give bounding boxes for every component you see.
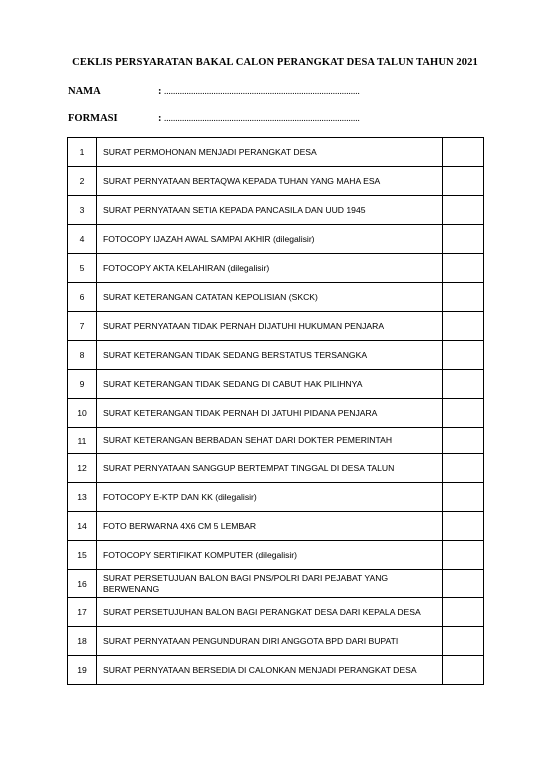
checkbox-cell[interactable] [443,138,484,167]
requirement-number: 19 [68,656,97,685]
requirement-text: SURAT PERNYATAAN SETIA KEPADA PANCASILA DAN UUD 1945 [97,196,443,225]
checkbox-cell[interactable] [443,399,484,428]
requirement-number: 10 [68,399,97,428]
requirement-row [68,598,484,627]
requirement-number: 11 [68,428,97,454]
nama-label: NAMA [68,86,101,97]
checkbox-cell[interactable] [443,598,484,627]
requirement-row [68,512,484,541]
requirement-row [68,341,484,370]
requirement-text: SURAT PERSETUJUHAN BALON BAGI PERANGKAT DESA DARI KEPALA DESA [97,598,443,627]
formasi-colon: : [158,113,162,124]
formasi-field[interactable] [68,113,360,124]
checkbox-cell[interactable] [443,341,484,370]
checkbox-cell[interactable] [443,541,484,570]
checkbox-cell[interactable] [443,454,484,483]
requirement-row [68,399,484,428]
requirement-text: SURAT KETERANGAN TIDAK SEDANG DI CABUT HAK PILIHNYA [97,370,443,399]
requirement-text: SURAT PERMOHONAN MENJADI PERANGKAT DESA [97,138,443,167]
requirement-number: 5 [68,254,97,283]
requirement-text: SURAT PERNYATAAN BERSEDIA DI CALONKAN MENJADI PERANGKAT DESA [97,656,443,685]
requirements-body [68,138,484,685]
requirement-row [68,312,484,341]
requirement-text: FOTOCOPY AKTA KELAHIRAN (dilegalisir) [97,254,443,283]
requirement-number: 8 [68,341,97,370]
requirement-text: SURAT KETERANGAN TIDAK PERNAH DI JATUHI PIDANA PENJARA [97,399,443,428]
requirement-text: FOTO BERWARNA 4X6 CM 5 LEMBAR [97,512,443,541]
nama-colon: : [158,86,162,97]
requirement-text: SURAT PERNYATAAN SANGGUP BERTEMPAT TINGGAL DI DESA TALUN [97,454,443,483]
requirement-row [68,541,484,570]
requirement-row [68,483,484,512]
nama-field[interactable] [68,86,360,97]
requirement-number: 17 [68,598,97,627]
requirement-text: FOTOCOPY SERTIFIKAT KOMPUTER (dilegalisir) [97,541,443,570]
requirement-text: FOTOCOPY E-KTP DAN KK (dilegalisir) [97,483,443,512]
requirement-text: SURAT PERSETUJUAN BALON BAGI PNS/POLRI DARI PEJABAT YANG BERWENANG [97,570,443,598]
requirement-text: SURAT PERNYATAAN BERTAQWA KEPADA TUHAN YANG MAHA ESA [97,167,443,196]
requirement-number: 3 [68,196,97,225]
nama-value: ....................................................................................... [164,86,360,96]
requirement-number: 6 [68,283,97,312]
requirement-text: SURAT KETERANGAN BERBADAN SEHAT DARI DOKTER PEMERINTAH [97,428,443,454]
requirement-number: 7 [68,312,97,341]
formasi-label: FORMASI [68,113,118,124]
checkbox-cell[interactable] [443,283,484,312]
requirement-number: 12 [68,454,97,483]
requirement-row [68,225,484,254]
requirement-number: 15 [68,541,97,570]
checkbox-cell[interactable] [443,370,484,399]
requirement-text: SURAT KETERANGAN TIDAK SEDANG BERSTATUS TERSANGKA [97,341,443,370]
requirement-number: 2 [68,167,97,196]
checkbox-cell[interactable] [443,196,484,225]
checkbox-cell[interactable] [443,225,484,254]
requirements-table [67,137,484,685]
requirement-text: SURAT KETERANGAN CATATAN KEPOLISIAN (SKCK) [97,283,443,312]
requirement-number: 16 [68,570,97,598]
document-title: CEKLIS PERSYARATAN BAKAL CALON PERANGKAT DESA TALUN TAHUN 2021 [72,57,478,68]
checkbox-cell[interactable] [443,483,484,512]
checkbox-cell[interactable] [443,167,484,196]
checkbox-cell[interactable] [443,428,484,454]
checkbox-cell[interactable] [443,570,484,598]
requirement-number: 1 [68,138,97,167]
formasi-value: ....................................................................................... [164,113,360,123]
requirement-number: 4 [68,225,97,254]
checkbox-cell[interactable] [443,312,484,341]
requirement-text: FOTOCOPY IJAZAH AWAL SAMPAI AKHIR (dilegalisir) [97,225,443,254]
requirement-row [68,627,484,656]
checkbox-cell[interactable] [443,627,484,656]
requirement-row [68,196,484,225]
requirement-number: 14 [68,512,97,541]
checkbox-cell[interactable] [443,254,484,283]
requirement-number: 18 [68,627,97,656]
requirement-text: SURAT PERNYATAAN PENGUNDURAN DIRI ANGGOTA BPD DARI BUPATI [97,627,443,656]
requirement-text: SURAT PERNYATAAN TIDAK PERNAH DIJATUHI HUKUMAN PENJARA [97,312,443,341]
checkbox-cell[interactable] [443,656,484,685]
requirement-row [68,138,484,167]
requirement-number: 13 [68,483,97,512]
requirement-row [68,656,484,685]
requirement-row [68,254,484,283]
requirement-row [68,283,484,312]
requirement-row [68,370,484,399]
requirement-row [68,454,484,483]
requirement-number: 9 [68,370,97,399]
requirement-row [68,428,484,454]
requirement-row [68,570,484,598]
requirement-row [68,167,484,196]
checkbox-cell[interactable] [443,512,484,541]
